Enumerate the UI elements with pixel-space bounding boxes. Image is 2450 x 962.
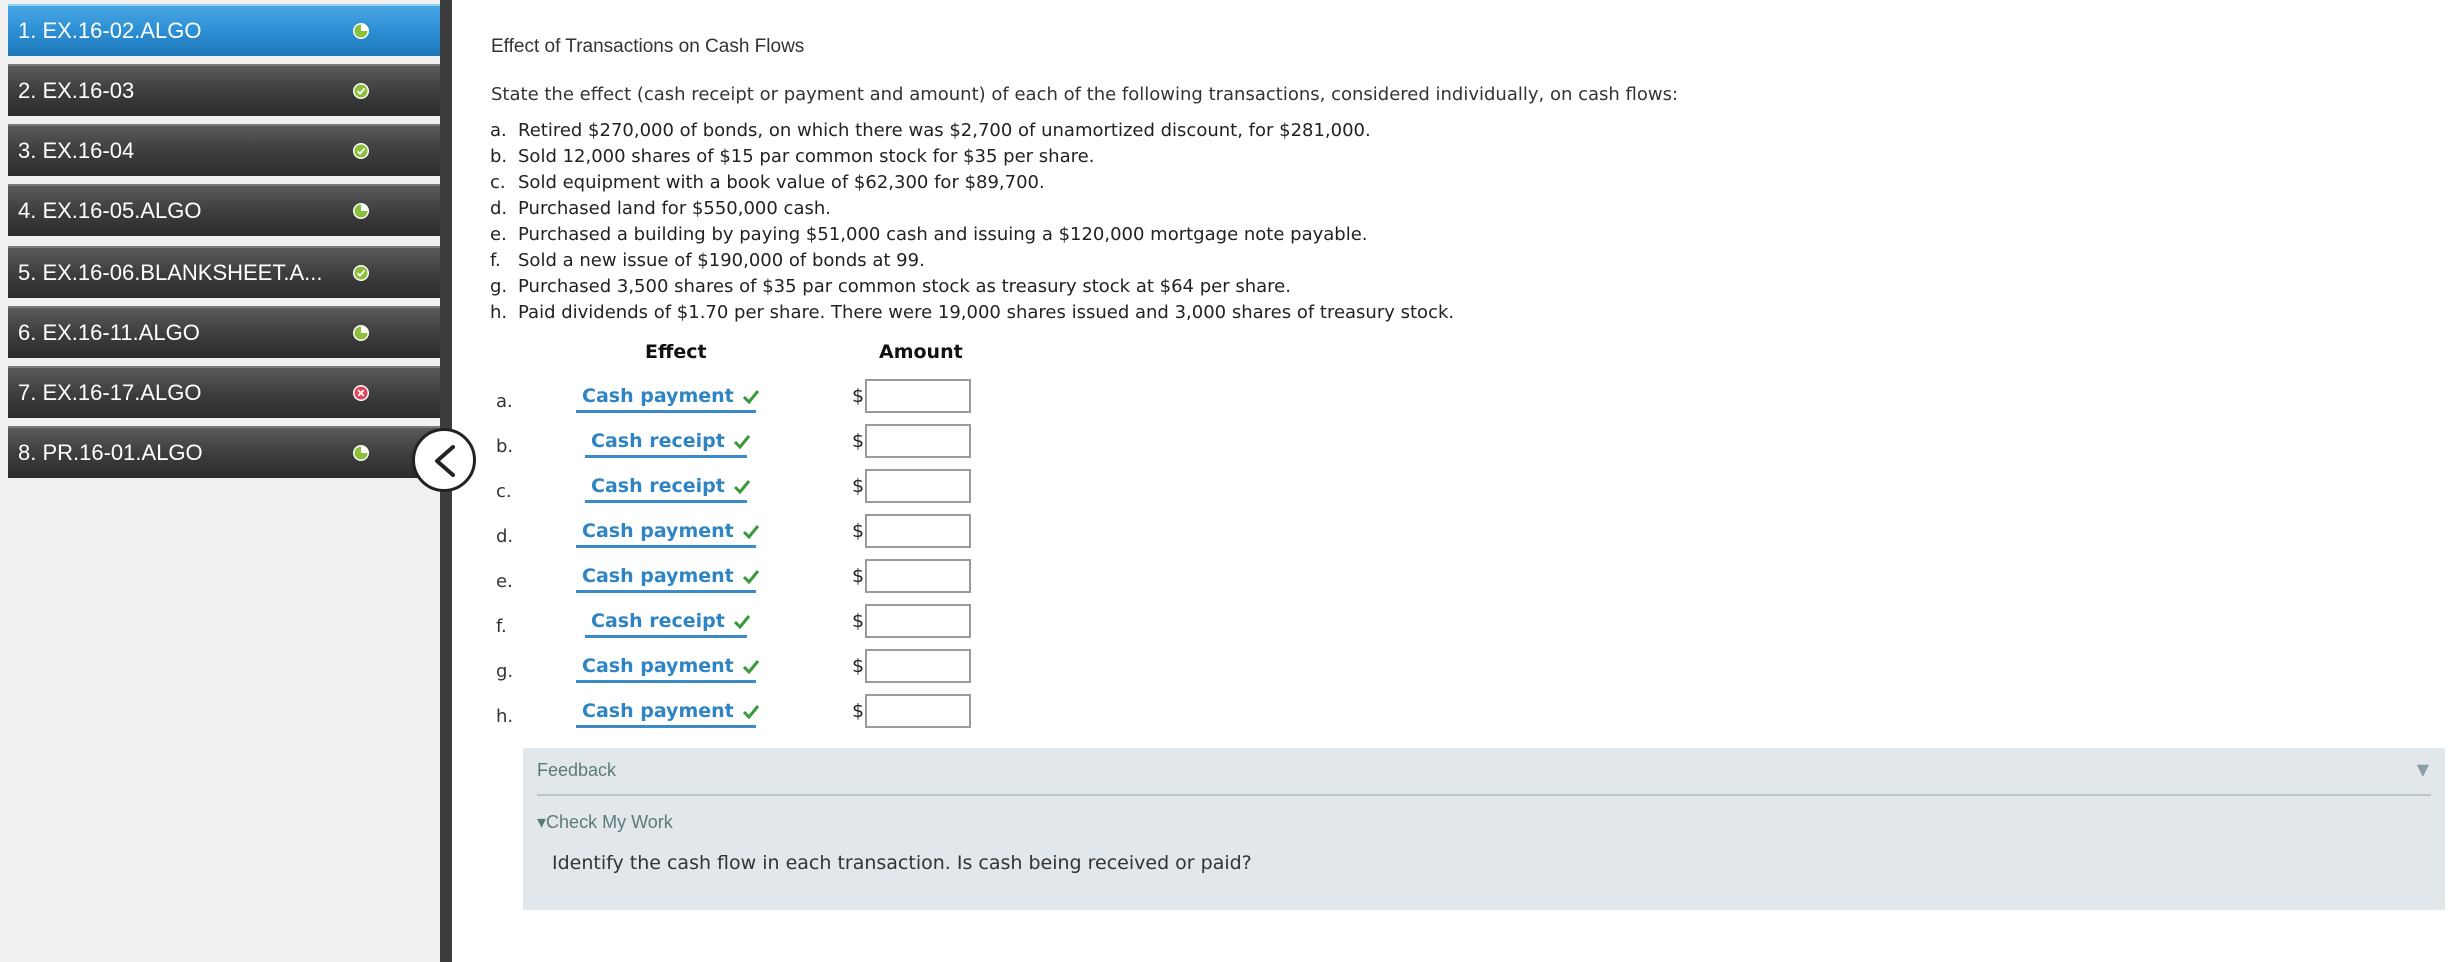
row-label: g. <box>496 661 514 682</box>
collapse-triangle-icon[interactable]: ▼ <box>2416 760 2429 779</box>
effect-select-h[interactable] <box>576 694 756 728</box>
correct-status-icon <box>352 82 370 100</box>
list-item <box>490 144 1454 170</box>
row-label: b. <box>496 436 514 457</box>
expand-triangle-icon: ▾ <box>537 812 547 832</box>
sidebar-item-8[interactable] <box>8 426 440 478</box>
amount-input-h[interactable] <box>865 694 971 728</box>
currency-symbol: $ <box>852 520 865 542</box>
checkmark-icon <box>742 568 760 586</box>
effect-value: Cash receipt <box>591 610 725 632</box>
transaction-text: Sold equipment with a book value of $62,300 for $89,700. <box>518 172 1045 193</box>
checkmark-icon <box>733 613 751 631</box>
amount-input-c[interactable] <box>865 469 971 503</box>
sidebar-item-label: 8. PR.16-01.ALGO <box>18 440 203 465</box>
transaction-letter: c. <box>490 172 506 193</box>
transaction-letter: e. <box>490 224 507 245</box>
effect-column-header: Effect <box>645 341 707 363</box>
effect-value: Cash payment <box>582 520 734 542</box>
effect-select-d[interactable] <box>576 514 756 548</box>
currency-symbol: $ <box>852 700 865 722</box>
table-row <box>490 559 1290 604</box>
effect-value: Cash payment <box>582 565 734 587</box>
table-row <box>490 694 1290 739</box>
transaction-text: Purchased land for $550,000 cash. <box>518 198 831 219</box>
effect-select-b[interactable] <box>585 424 747 458</box>
effect-select-f[interactable] <box>585 604 747 638</box>
check-my-work-label: Check My Work <box>546 812 673 832</box>
sidebar-item-6[interactable] <box>8 306 440 358</box>
checkmark-icon <box>742 523 760 541</box>
checkmark-icon <box>742 388 760 406</box>
effect-value: Cash payment <box>582 385 734 407</box>
list-item <box>490 118 1454 144</box>
checkmark-icon <box>733 433 751 451</box>
amount-input-a[interactable] <box>865 379 971 413</box>
chevron-left-icon <box>429 443 461 479</box>
sidebar-item-label: 7. EX.16-17.ALGO <box>18 380 202 405</box>
table-row <box>490 649 1290 694</box>
transaction-letter: g. <box>490 276 508 297</box>
question-title: Effect of Transactions on Cash Flows <box>491 36 805 57</box>
row-label: a. <box>496 391 513 412</box>
transaction-text: Sold 12,000 shares of $15 par common stock for $35 per share. <box>518 146 1095 167</box>
table-row <box>490 604 1290 649</box>
currency-symbol: $ <box>852 385 865 407</box>
sidebar-item-2[interactable] <box>8 64 440 116</box>
transaction-text: Retired $270,000 of bonds, on which there was $2,700 of unamortized discount, for $281,000. <box>518 120 1371 141</box>
sidebar-item-label: 2. EX.16-03 <box>18 78 135 103</box>
sidebar-item-label: 5. EX.16-06.BLANKSHEET.A... <box>18 260 323 285</box>
transaction-text: Sold a new issue of $190,000 of bonds at 99. <box>518 250 925 271</box>
table-row <box>490 469 1290 514</box>
effect-value: Cash payment <box>582 655 734 677</box>
feedback-panel <box>523 748 2445 910</box>
table-row <box>490 514 1290 559</box>
sidebar-item-label: 4. EX.16-05.ALGO <box>18 198 202 223</box>
list-item <box>490 222 1454 248</box>
correct-status-icon <box>352 264 370 282</box>
correct-status-icon <box>352 142 370 160</box>
list-item <box>490 196 1454 222</box>
row-label: f. <box>496 616 507 637</box>
partial-status-icon <box>352 202 370 220</box>
amount-input-g[interactable] <box>865 649 971 683</box>
partial-status-icon <box>352 22 370 40</box>
list-item <box>490 170 1454 196</box>
transaction-letter: f. <box>490 250 501 271</box>
effect-select-e[interactable] <box>576 559 756 593</box>
transaction-letter: a. <box>490 120 507 141</box>
checkmark-icon <box>742 658 760 676</box>
sidebar-item-1[interactable] <box>8 4 440 56</box>
amount-input-f[interactable] <box>865 604 971 638</box>
sidebar-item-label: 3. EX.16-04 <box>18 138 135 163</box>
collapse-sidebar-button[interactable] <box>412 428 476 492</box>
currency-symbol: $ <box>852 475 865 497</box>
amount-input-e[interactable] <box>865 559 971 593</box>
transaction-letter: d. <box>490 198 508 219</box>
partial-status-icon <box>352 324 370 342</box>
list-item <box>490 274 1454 300</box>
checkmark-icon <box>733 478 751 496</box>
question-sidebar <box>0 0 440 962</box>
transaction-letter: h. <box>490 302 508 323</box>
sidebar-item-7[interactable] <box>8 366 440 418</box>
table-row <box>490 379 1290 424</box>
effect-value: Cash payment <box>582 700 734 722</box>
feedback-divider <box>537 794 2431 796</box>
sidebar-item-5[interactable] <box>8 246 440 298</box>
check-my-work-toggle[interactable] <box>537 812 673 833</box>
sidebar-item-label: 1. EX.16-02.ALGO <box>18 18 202 43</box>
effect-value: Cash receipt <box>591 430 725 452</box>
currency-symbol: $ <box>852 655 865 677</box>
effect-select-a[interactable] <box>576 379 756 413</box>
row-label: d. <box>496 526 514 547</box>
row-label: h. <box>496 706 514 727</box>
partial-status-icon <box>352 444 370 462</box>
currency-symbol: $ <box>852 565 865 587</box>
sidebar-item-3[interactable] <box>8 124 440 176</box>
transaction-text: Paid dividends of $1.70 per share. There were 19,000 shares issued and 3,000 shares of treasury stock. <box>518 302 1455 323</box>
feedback-hint: Identify the cash flow in each transaction. Is cash being received or paid? <box>552 852 1252 874</box>
sidebar-item-4[interactable] <box>8 184 440 236</box>
checkmark-icon <box>742 703 760 721</box>
effect-select-c[interactable] <box>585 469 747 503</box>
table-row <box>490 424 1290 469</box>
amount-input-d[interactable] <box>865 514 971 548</box>
amount-input-b[interactable] <box>865 424 971 458</box>
incorrect-status-icon <box>352 384 370 402</box>
currency-symbol: $ <box>852 610 865 632</box>
list-item <box>490 248 1454 274</box>
transaction-text: Purchased a building by paying $51,000 cash and issuing a $120,000 mortgage note payable. <box>518 224 1368 245</box>
instructions-text: State the effect (cash receipt or payment and amount) of each of the following transactions, considered individually, on cash flows: <box>491 84 1679 105</box>
transaction-letter: b. <box>490 146 508 167</box>
sidebar-item-label: 6. EX.16-11.ALGO <box>18 320 200 345</box>
row-label: e. <box>496 571 513 592</box>
amount-column-header: Amount <box>879 341 963 363</box>
feedback-title: Feedback <box>537 760 617 780</box>
row-label: c. <box>496 481 512 502</box>
currency-symbol: $ <box>852 430 865 452</box>
effect-value: Cash receipt <box>591 475 725 497</box>
list-item <box>490 300 1454 326</box>
transaction-list <box>490 118 1454 326</box>
transaction-text: Purchased 3,500 shares of $35 par common stock as treasury stock at $64 per share. <box>518 276 1291 297</box>
effect-select-g[interactable] <box>576 649 756 683</box>
